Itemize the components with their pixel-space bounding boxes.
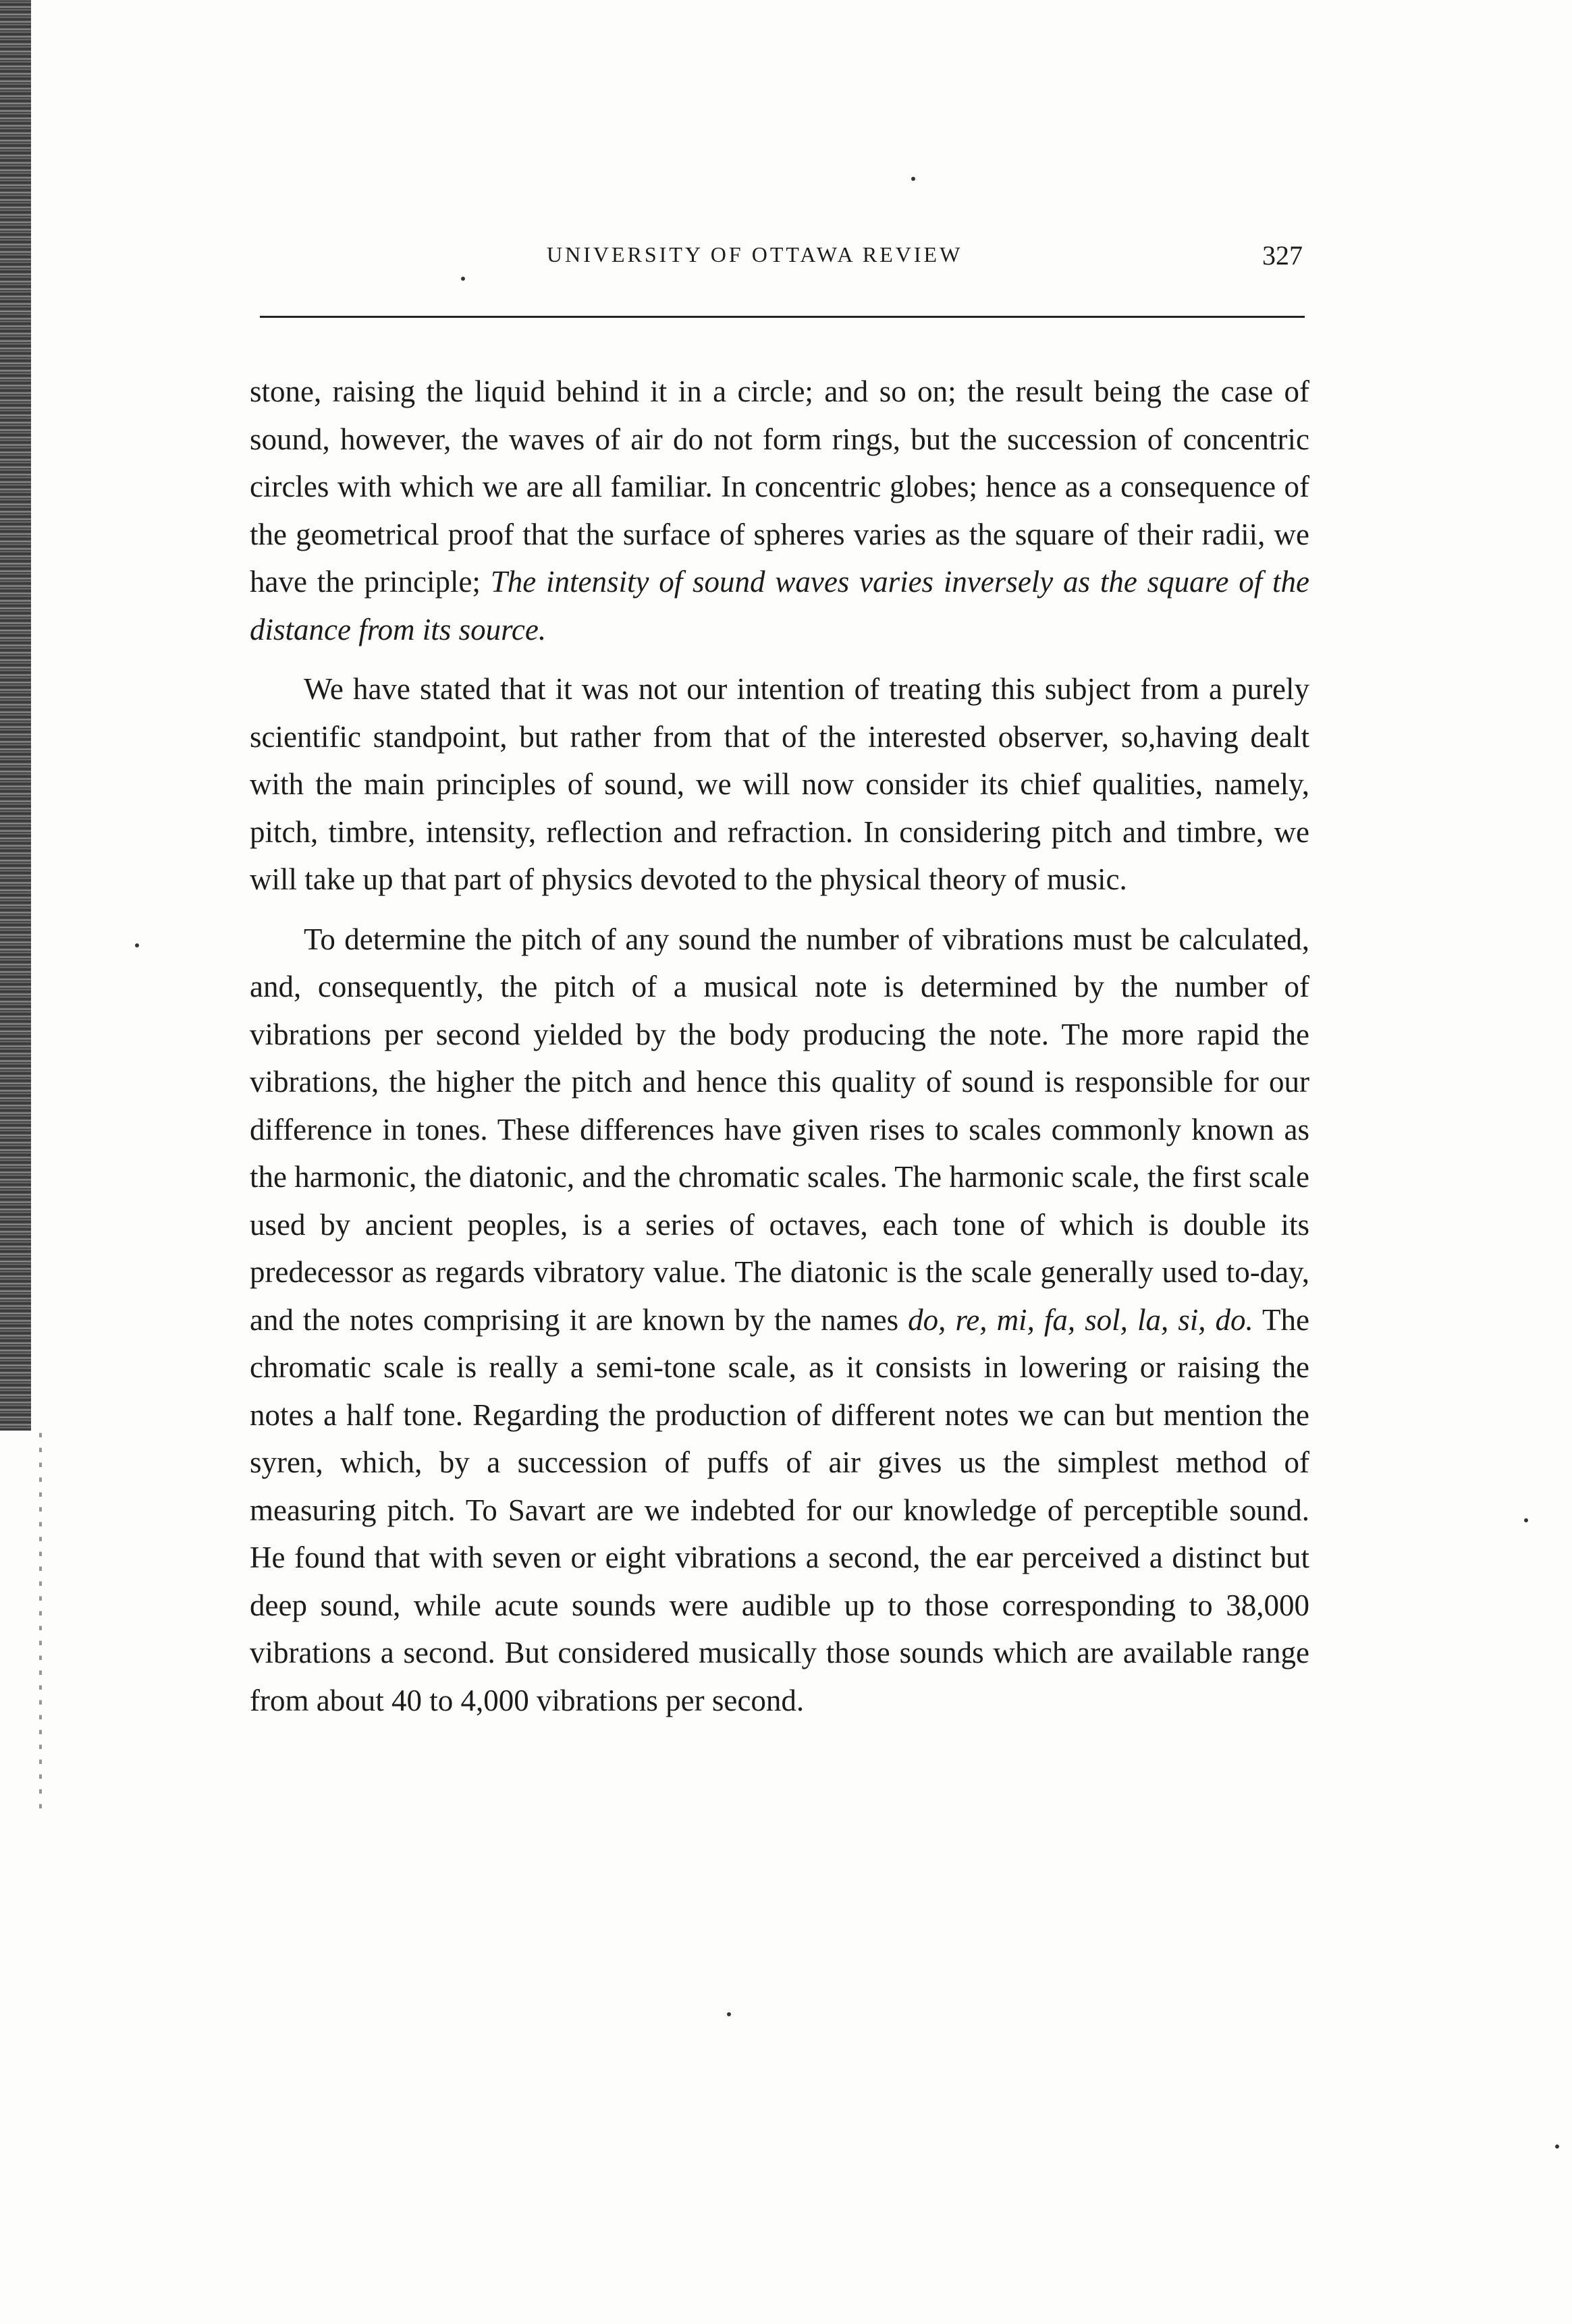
scan-speck xyxy=(727,2012,731,2016)
header-rule xyxy=(260,316,1305,318)
scan-speck xyxy=(135,943,139,947)
italic-text: do, re, mi, fa, sol, la, si, do. xyxy=(908,1302,1253,1337)
italic-text: The intensity of sound waves varies inversely as the square of the distance from its source. xyxy=(250,565,1309,646)
running-title: UNIVERSITY OF OTTAWA REVIEW xyxy=(547,242,963,267)
scan-speck xyxy=(1555,2145,1559,2149)
scan-speck xyxy=(1524,1518,1528,1522)
paragraph-text: stone, raising the liquid behind it in a circle; and so on; the result being the case of sound, however, the waves of air do not form rings, but the succession of concentric circles with which we are all familiar. In concentric globes; hence as a consequence of the geometrical proof that the surface of spheres varies as the square of their radii, we have the principle; xyxy=(250,375,1309,599)
paragraph xyxy=(250,665,1309,904)
paragraph xyxy=(250,916,1309,1725)
page-number: 327 xyxy=(1262,240,1303,271)
article-body xyxy=(250,368,1309,1724)
paragraph xyxy=(250,368,1309,653)
running-head xyxy=(256,240,1309,280)
scan-speck xyxy=(911,177,915,181)
binding-edge xyxy=(0,0,31,1431)
binding-edge-trace xyxy=(39,1431,42,1808)
paragraph-text: The chromatic scale is really a semi-tone scale, as it consists in lowering or raising the notes a half tone. Regarding the production of different notes we can but mention the syren, which, by a succession of puffs of air gives us the simplest method of measuring pitch. To Savart are we indebted for our knowledge of perceptible sound. He found that with seven or eight vibrations a second, the ear perceived a distinct but deep sound, while acute sounds were audible up to those corresponding to 38,000 vibrations a second. But considered musically those sounds which are available range from about 40 to 4,000 vibrations per second. xyxy=(250,1302,1309,1717)
paragraph-text: To determine the pitch of any sound the number of vibrations must be calculated, and, consequently, the pitch of a musical note is determined by the number of vibrations per second yielded by the body producing the note. The more rapid the vibrations, the higher the pitch and hence this quality of sound is responsible for our difference in tones. These differences have given rises to scales commonly known as the harmonic, the diatonic, and the chromatic scales. The harmonic scale, the first scale used by ancient peoples, is a series of octaves, each tone of which is double its predecessor as regards vibratory value. The diatonic is the scale generally used to-day, and the notes comprising it are known by the names xyxy=(250,922,1309,1337)
paragraph-text: We have stated that it was not our intention of treating this subject from a purely scientific standpoint, but rather from that of the interested observer, so,having dealt with the main principles of sound, we will now consider its chief qualities, namely, pitch, timbre, intensity, reflection and refraction. In considering pitch and timbre, we will take up that part of physics devoted to the physical theory of music. xyxy=(250,672,1309,896)
